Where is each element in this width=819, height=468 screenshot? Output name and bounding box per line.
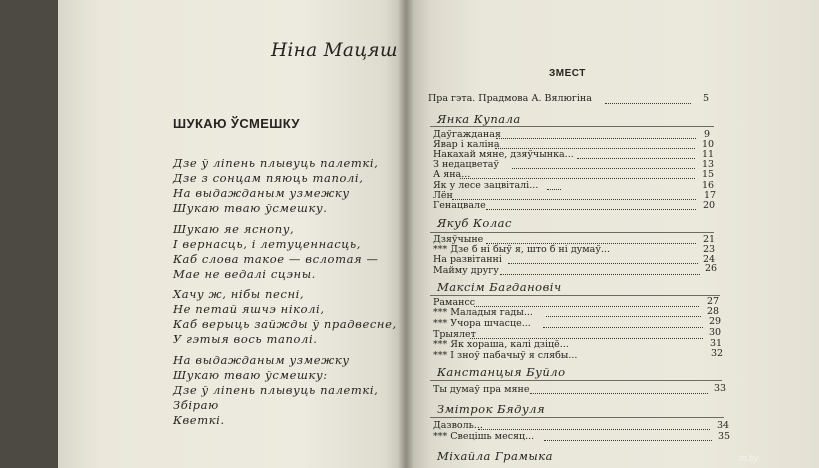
toc-entry: *** Дзе б ні быў я, што б ні думаў... — [433, 244, 610, 255]
toc-entry: *** І зноў пабачыў я слябы... — [433, 350, 578, 361]
section-rule — [430, 232, 714, 233]
toc-entry: Трыялет — [433, 329, 476, 340]
poem-line: Каб верыць зайжды ў прадвесне, — [173, 317, 397, 331]
toc-entry: Ты думаў пра мяне — [433, 384, 530, 395]
toc-entry: Дазволь... — [433, 420, 483, 431]
dot-leader — [512, 168, 695, 169]
poem-line: Шукаю яе яснопу, — [173, 222, 295, 236]
toc-entry: Дзяўчыне — [433, 234, 484, 245]
toc-page-number: 24 — [703, 254, 716, 265]
toc-entry: *** Як хораша, калі дзіцё... — [433, 339, 569, 350]
section-rule — [430, 295, 720, 296]
toc-entry: *** Маладыя гады... — [433, 307, 533, 318]
poet-heading: Максім Багдановіч — [437, 280, 562, 294]
poem-line: Не петай яшчэ ніколі, — [173, 302, 325, 316]
toc-page-number: 21 — [703, 234, 716, 245]
toc-entry: Явар і каліна — [433, 139, 500, 150]
dot-leader — [508, 263, 698, 264]
contents-heading: ЗМЕСТ — [549, 68, 586, 79]
poem-line: Збіраю — [173, 398, 219, 412]
poem-line: На выдажданым узмежку — [173, 186, 350, 200]
poem-line: На выдажданым узмежку — [173, 353, 350, 367]
poem-line: Шукаю тваю ўсмешку: — [173, 368, 328, 382]
toc-page-number: 10 — [702, 139, 715, 150]
dot-leader — [544, 440, 712, 441]
book-gutter — [398, 0, 414, 468]
poem-line: Шукаю тваю ўсмешку. — [173, 201, 328, 215]
poet-heading: Міхайла Грамыка — [437, 449, 553, 463]
toc-entry: Пра гэта. Прадмова А. Вялюгіна — [428, 93, 592, 104]
toc-page-number: 20 — [703, 200, 716, 211]
dot-leader — [474, 306, 699, 307]
dot-leader — [547, 189, 561, 190]
dot-leader — [500, 274, 700, 275]
toc-entry: Накахай мяне, дзяўчынка... — [433, 149, 574, 160]
toc-entry: А яна... — [433, 169, 471, 180]
toc-page-number: 29 — [709, 316, 722, 327]
dot-leader — [546, 316, 701, 317]
dot-leader — [577, 158, 695, 159]
dot-leader — [460, 178, 695, 179]
dot-leader — [478, 429, 710, 430]
toc-page-number: 15 — [702, 169, 715, 180]
toc-entry: Майму другу — [433, 265, 499, 276]
poet-heading: Якуб Колас — [437, 216, 512, 230]
dot-leader — [543, 327, 703, 328]
author-name: Ніна Мацяш — [271, 40, 398, 61]
poem-line: У гэтыя вось таполі. — [173, 332, 318, 346]
toc-page-number: 5 — [703, 93, 710, 104]
poet-heading: Канстанцыя Буйло — [437, 365, 566, 379]
poem-title: ШУКАЮ ЎСМЕШКУ — [173, 116, 300, 131]
toc-entry: *** Свецішь месяц... — [433, 431, 535, 442]
poem-line: І вернасць, і летуценнасць, — [173, 237, 361, 251]
dot-leader — [470, 338, 703, 339]
toc-page-number: 28 — [707, 306, 720, 317]
dot-leader — [605, 103, 691, 104]
toc-page-number: 13 — [702, 159, 715, 170]
poet-heading: Змітрок Бядуля — [437, 402, 546, 416]
toc-page-number: 11 — [702, 149, 715, 160]
dot-leader — [495, 148, 695, 149]
toc-page-number: 33 — [714, 383, 727, 394]
toc-page-number: 31 — [710, 338, 723, 349]
section-rule — [430, 126, 714, 127]
poet-heading: Янка Купала — [437, 112, 521, 126]
toc-entry: Даўгажданая — [433, 129, 501, 140]
dot-leader — [486, 209, 696, 210]
poem-line: Дзе ў ліпень плывуць палеткі, — [173, 156, 379, 170]
poem-line: Дзе ў ліпень плывуць палеткі, — [173, 383, 379, 397]
poem-line: Дзе з сонцам пяюць таполі, — [173, 171, 364, 185]
dot-leader — [486, 243, 696, 244]
watermark: m.by — [739, 453, 759, 463]
toc-page-number: 16 — [702, 180, 715, 191]
poem-line: Хачу ж, нібы песні, — [173, 287, 305, 301]
toc-page-number: 35 — [718, 431, 731, 442]
toc-entry: Як у лесе зацвіталі... — [433, 180, 539, 191]
dot-leader — [496, 138, 696, 139]
dot-leader — [530, 393, 708, 394]
poem-line: Кветкі. — [173, 413, 225, 427]
toc-page-number: 32 — [711, 348, 724, 359]
toc-page-number: 27 — [707, 296, 720, 307]
toc-entry: На развітанні — [433, 254, 502, 265]
toc-entry: Рамансс — [433, 297, 476, 308]
poem-line: Каб слова такое — вслотая — — [173, 252, 379, 266]
dot-leader — [452, 199, 696, 200]
toc-page-number: 30 — [709, 327, 722, 338]
poem-line: Мае не ведалі сцэны. — [173, 267, 316, 281]
section-rule — [430, 417, 724, 418]
toc-page-number: 23 — [703, 244, 716, 255]
toc-entry: *** Учора шчасце... — [433, 318, 531, 329]
section-rule — [430, 380, 722, 381]
toc-entry: Лён — [433, 190, 453, 201]
toc-page-number: 9 — [704, 129, 711, 140]
toc-entry: Генацвале — [433, 200, 486, 211]
toc-page-number: 26 — [705, 263, 718, 274]
toc-page-number: 34 — [717, 420, 730, 431]
toc-page-number: 17 — [704, 190, 717, 201]
toc-entry: З недацветаў — [433, 159, 499, 170]
